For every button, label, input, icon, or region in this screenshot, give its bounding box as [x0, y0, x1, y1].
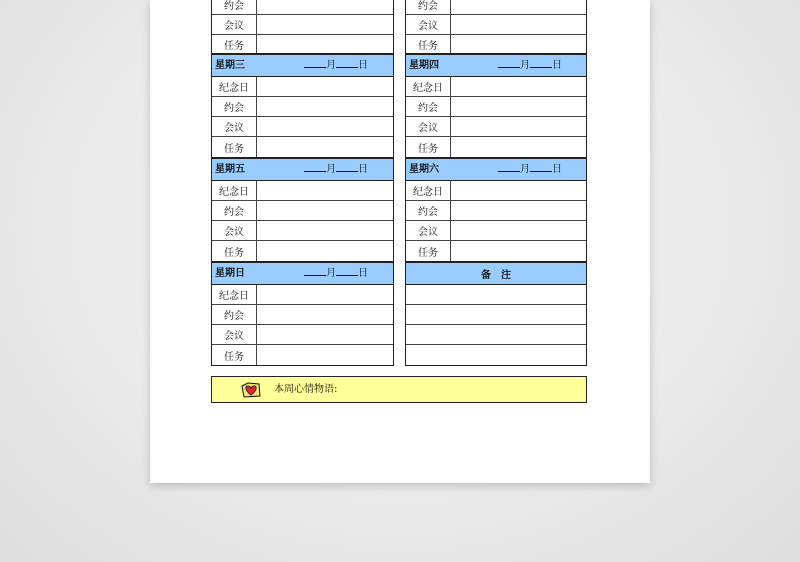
row-label: 任务	[212, 345, 257, 365]
notes-line[interactable]	[406, 345, 586, 365]
row-task[interactable]	[406, 241, 586, 261]
notes-header: 备 注	[406, 263, 586, 285]
row-meeting	[406, 15, 586, 35]
day-name: 星期四	[409, 60, 439, 71]
row-appointment[interactable]	[212, 201, 393, 221]
row-meeting[interactable]	[212, 221, 393, 241]
row-appointment[interactable]	[212, 305, 393, 325]
mood-bar[interactable]	[211, 376, 587, 403]
row-label: 约会	[212, 305, 257, 324]
row-label: 会议	[212, 15, 257, 34]
day-block-sun	[211, 262, 394, 366]
day-header	[212, 263, 393, 285]
mood-label: 本周心情物语:	[274, 384, 338, 395]
day-header	[212, 159, 393, 181]
row-appointment[interactable]	[212, 97, 393, 117]
row-label: 会议	[406, 221, 451, 240]
row-task[interactable]	[406, 137, 586, 157]
row-label: 会议	[212, 221, 257, 240]
day-name: 星期三	[215, 60, 245, 71]
day-header	[212, 55, 393, 77]
row-label: 纪念日	[406, 77, 451, 96]
row-anniversary[interactable]	[212, 285, 393, 305]
notes-line[interactable]	[406, 305, 586, 325]
day-block-thu	[405, 54, 587, 158]
row-label: 会议	[406, 117, 451, 136]
date-field[interactable]: 月 日	[498, 55, 562, 76]
row-anniversary[interactable]	[212, 77, 393, 97]
row-appointment[interactable]	[406, 201, 586, 221]
row-appointment	[406, 0, 586, 15]
row-task[interactable]	[212, 345, 393, 365]
row-appointment	[212, 0, 393, 15]
notes-block	[405, 262, 587, 366]
row-appointment[interactable]	[406, 97, 586, 117]
row-label: 约会	[406, 201, 451, 220]
day-header	[406, 159, 586, 181]
row-label: 纪念日	[406, 181, 451, 200]
row-label: 任务	[212, 35, 257, 53]
row-label: 会议	[212, 117, 257, 136]
day-block-sat	[405, 158, 587, 262]
day-name: 星期五	[215, 164, 245, 175]
row-label: 约会	[212, 201, 257, 220]
row-meeting[interactable]	[212, 117, 393, 137]
day-header	[406, 55, 586, 77]
day-name: 星期日	[215, 268, 245, 279]
partial-block-right	[405, 0, 587, 54]
row-meeting[interactable]	[212, 325, 393, 345]
row-label: 约会	[212, 0, 257, 14]
day-block-fri	[211, 158, 394, 262]
row-label: 任务	[212, 137, 257, 157]
row-label: 任务	[406, 35, 451, 53]
date-field[interactable]: 月 日	[304, 55, 368, 76]
row-label: 任务	[406, 241, 451, 261]
date-field[interactable]: 月 日	[498, 159, 562, 180]
row-label: 会议	[212, 325, 257, 344]
row-label: 纪念日	[212, 77, 257, 96]
row-anniversary[interactable]	[212, 181, 393, 201]
row-meeting[interactable]	[406, 221, 586, 241]
partial-block-left	[211, 0, 394, 54]
row-meeting	[212, 15, 393, 35]
notes-line[interactable]	[406, 325, 586, 345]
row-task[interactable]	[212, 241, 393, 261]
row-label: 纪念日	[212, 181, 257, 200]
date-field[interactable]: 月 日	[304, 263, 368, 284]
date-field[interactable]: 月 日	[304, 159, 368, 180]
heart-note-icon	[240, 380, 262, 399]
day-block-wed	[211, 54, 394, 158]
row-task	[212, 35, 393, 53]
row-task[interactable]	[212, 137, 393, 157]
row-label: 任务	[212, 241, 257, 261]
row-label: 约会	[212, 97, 257, 116]
row-label: 会议	[406, 15, 451, 34]
notes-line[interactable]	[406, 285, 586, 305]
row-meeting[interactable]	[406, 117, 586, 137]
row-label: 纪念日	[212, 285, 257, 304]
row-task	[406, 35, 586, 53]
row-label: 任务	[406, 137, 451, 157]
row-anniversary[interactable]	[406, 181, 586, 201]
day-name: 星期六	[409, 164, 439, 175]
row-label: 约会	[406, 0, 451, 14]
row-anniversary[interactable]	[406, 77, 586, 97]
row-label: 约会	[406, 97, 451, 116]
